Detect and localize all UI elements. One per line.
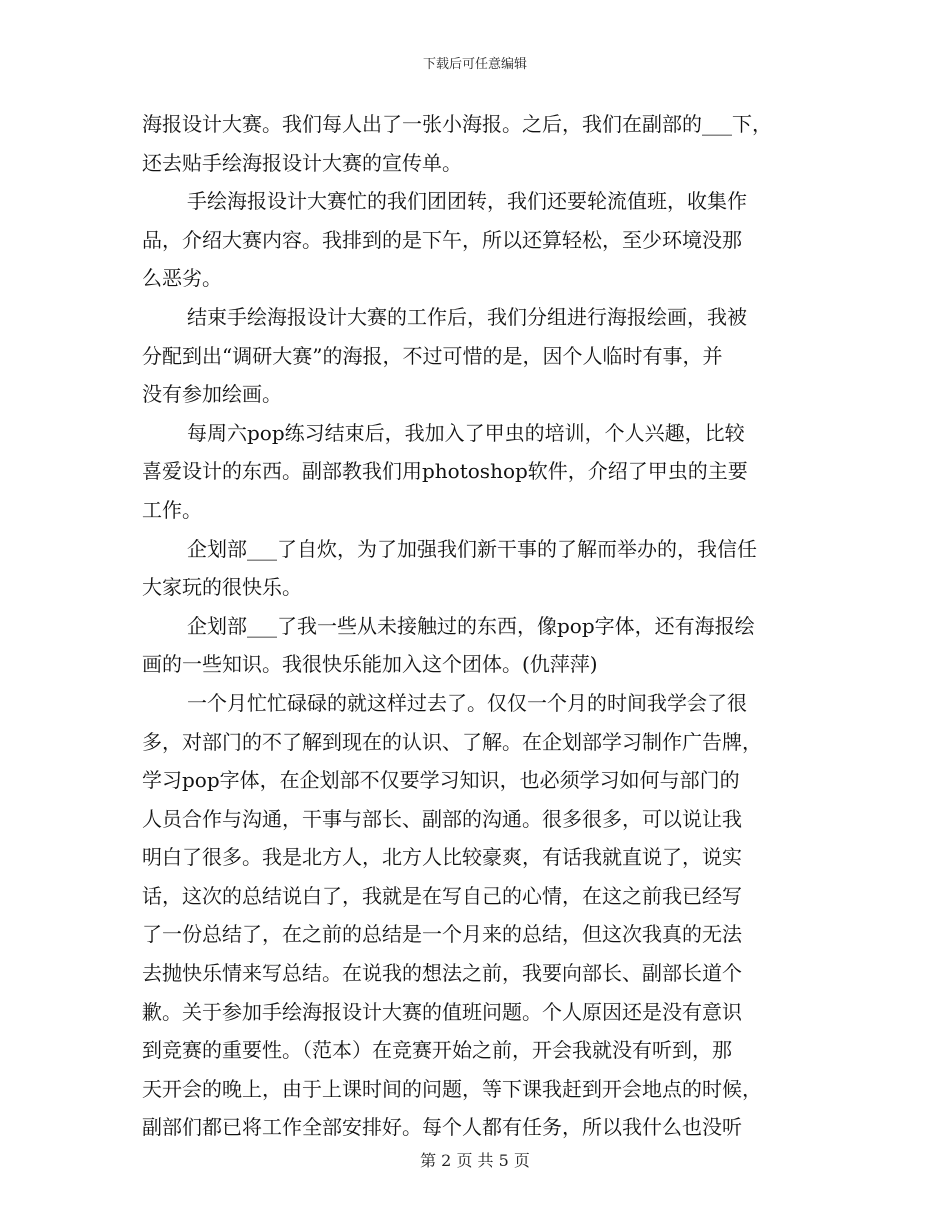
text-line: 到竞赛的重要性。（范本）在竞赛开始之前，开会我就没有听到，那 [142, 1038, 732, 1063]
text-line: 多，对部门的不了解到现在的认识、了解。在企划部学习制作广告牌， [142, 729, 762, 754]
text-line: 去抛快乐情来写总结。在说我的想法之前，我要向部长、副部长道个 [142, 961, 742, 986]
text-line: 企划部___了自炊，为了加强我们新干事的了解而举办的，我信任 [187, 536, 757, 561]
text-line: 还去贴手绘海报设计大赛的宣传单。 [142, 150, 462, 175]
text-line: 海报设计大赛。我们每人出了一张小海报。之后，我们在副部的___下， [142, 112, 772, 136]
text-line: 分配到出“调研大赛”的海报，不过可惜的是，因个人临时有事，并 [142, 343, 723, 368]
text-line: 话，这次的总结说白了，我就是在写自己的心情，在这之前我已经写 [142, 883, 742, 908]
text-line: 学习pop字体，在企划部不仅要学习知识，也必须学习如何与部门的 [142, 768, 740, 793]
text-line: 手绘海报设计大赛忙的我们团团转，我们还要轮流值班，收集作 [187, 189, 747, 214]
text-line: 明白了很多。我是北方人，北方人比较豪爽，有话我就直说了，说实 [142, 845, 742, 870]
page-header: 下载后可任意编辑 [422, 57, 527, 72]
document-body [142, 105, 810, 1147]
text-line: 每周六pop练习结束后，我加入了甲虫的培训，个人兴趣，比较 [187, 420, 745, 445]
text-line: 品，介绍大赛内容。我排到的是下午，所以还算轻松，至少环境没那 [142, 227, 742, 252]
text-line: 画的一些知识。我很快乐能加入这个团体。(仇萍萍) [142, 652, 598, 677]
text-line: 人员合作与沟通，干事与部长、副部的沟通。很多很多，可以说让我 [142, 806, 742, 831]
text-line: 么恶劣。 [142, 266, 222, 291]
text-line: 一个月忙忙碌碌的就这样过去了。仅仅一个月的时间我学会了很 [187, 690, 747, 715]
text-line: 工作。 [142, 497, 202, 522]
page-footer: 第 2 页 共 5 页 [420, 1151, 530, 1170]
text-line: 副部们都已将工作全部安排好。每个人都有任务，所以我什么也没听 [142, 1115, 742, 1140]
text-line: 喜爱设计的东西。副部教我们用photoshop软件，介绍了甲虫的主要 [142, 459, 748, 484]
text-line: 结束手绘海报设计大赛的工作后，我们分组进行海报绘画，我被 [187, 304, 747, 329]
text-line: 天开会的晚上，由于上课时间的问题，等下课我赶到开会地点的时候， [142, 1076, 762, 1101]
text-line: 没有参加绘画。 [142, 382, 282, 407]
text-line: 企划部___了我一些从未接触过的东西，像pop字体，还有海报绘 [187, 613, 755, 638]
text-line: 大家玩的很快乐。 [142, 575, 302, 600]
text-line: 歉。关于参加手绘海报设计大赛的值班问题。个人原因还是没有意识 [142, 999, 742, 1024]
text-line: 了一份总结了，在之前的总结是一个月来的总结，但这次我真的无法 [142, 922, 742, 947]
